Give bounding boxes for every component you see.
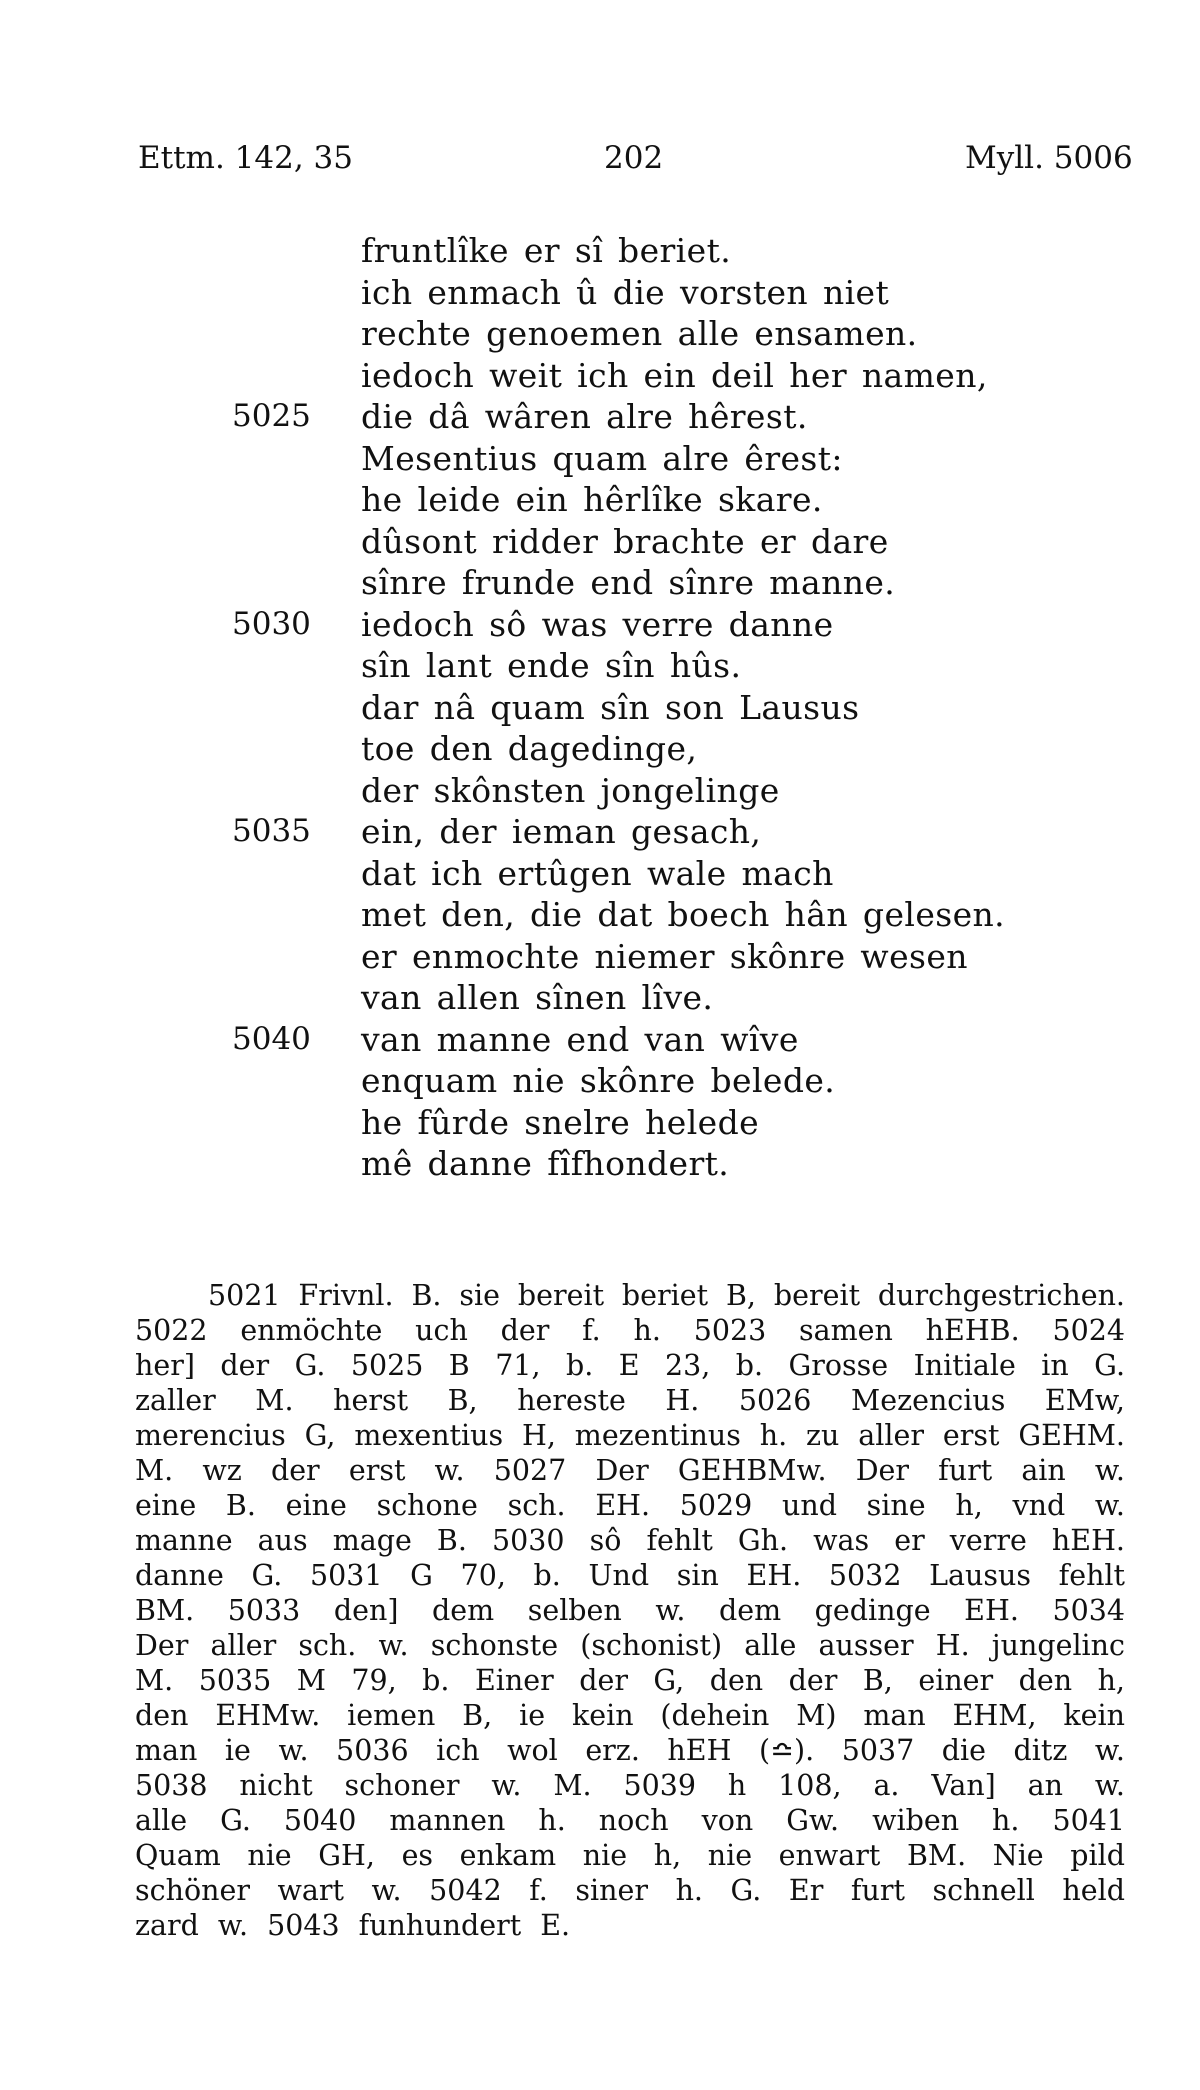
apparatus-line: M. 5035 M 79, b. Einer der G, den der B, einer den h, — [135, 1664, 1125, 1697]
apparatus-line: den EHMw. iemen B, ie kein (dehein M) man EHM, kein — [135, 1699, 1125, 1732]
verse-text: rechte genoemen alle ensamen. — [361, 314, 918, 353]
critical-apparatus — [135, 1278, 1125, 1943]
verse-line — [0, 853, 1200, 895]
verse-text: er enmochte niemer skônre wesen — [361, 936, 968, 976]
verse-text: dar nâ quam sîn son Lausus — [361, 687, 860, 727]
verse-text: Mesentius quam alre êrest: — [361, 438, 843, 478]
apparatus-line: 5022 enmöchte uch der f. h. 5023 samen hEHB. 5024 — [135, 1314, 1125, 1347]
verse-line — [0, 936, 1200, 978]
verse-line — [0, 521, 1200, 563]
verse-text: dat ich ertûgen wale mach — [361, 853, 834, 893]
apparatus-line: M. wz der erst w. 5027 Der GEHBMw. Der furt ain w. — [135, 1454, 1125, 1487]
verse-line — [0, 770, 1200, 812]
apparatus-line: zard w. 5043 funhundert E. — [135, 1909, 571, 1942]
verse-line — [0, 479, 1200, 521]
verse-line — [0, 728, 1200, 770]
verse-number: 5025 — [232, 398, 311, 434]
verse-line — [0, 272, 1200, 314]
verse-text: met den, die dat boech hân gelesen. — [361, 895, 1006, 934]
verse-text: van manne end van wîve — [361, 1019, 799, 1059]
verse-line — [0, 604, 1200, 646]
apparatus-line: her] der G. 5025 B 71, b. E 23, b. Grosse Initiale in G. — [135, 1349, 1125, 1382]
verse-text: ich enmach û die vorsten niet — [361, 272, 890, 312]
apparatus-line: alle G. 5040 mannen h. noch von Gw. wiben h. 5041 — [135, 1804, 1125, 1837]
verse-line — [0, 438, 1200, 480]
verse-line — [0, 313, 1200, 355]
apparatus-line: 5038 nicht schoner w. M. 5039 h 108, a. Van] an w. — [135, 1769, 1125, 1802]
verse-line — [0, 977, 1200, 1019]
verse-text: van allen sînen lîve. — [361, 978, 714, 1017]
verse-number: 5030 — [232, 605, 311, 642]
verse-text: sînre frunde end sînre manne. — [361, 563, 896, 602]
verse-text: sîn lant ende sîn hûs. — [361, 646, 742, 685]
verse-text: die dâ wâren alre hêrest. — [361, 397, 808, 436]
verse-text: iedoch sô was verre danne — [361, 604, 834, 644]
verse-text: der skônsten jongelinge — [361, 770, 780, 810]
verse-line — [0, 355, 1200, 397]
header-right-reference: Myll. 5006 — [965, 140, 1133, 176]
poem-text — [0, 230, 1200, 1185]
verse-line — [0, 1143, 1200, 1185]
apparatus-line: Quam nie GH, es enkam nie h, nie enwart BM. Nie pild — [135, 1839, 1125, 1872]
verse-text: he fûrde snelre helede — [361, 1102, 760, 1142]
verse-text: enquam nie skônre belede. — [361, 1061, 836, 1100]
verse-line — [0, 396, 1200, 438]
verse-line — [0, 1102, 1200, 1144]
apparatus-line: Der aller sch. w. schonste (schonist) alle ausser H. jungelinc — [135, 1629, 1125, 1662]
verse-text: iedoch weit ich ein deil her namen, — [361, 355, 988, 395]
apparatus-line: zaller M. herst B, hereste H. 5026 Mezencius EMw, — [135, 1384, 1125, 1417]
apparatus-line: man ie w. 5036 ich wol erz. hEH (≏). 5037 die ditz w. — [135, 1734, 1125, 1767]
apparatus-line: 5021 Frivnl. B. sie bereit beriet B, bereit durchgestrichen. — [208, 1279, 1125, 1312]
verse-line — [0, 687, 1200, 729]
apparatus-line: merencius G, mexentius H, mezentinus h. zu aller erst GEHM. — [135, 1419, 1125, 1452]
verse-line — [0, 811, 1200, 853]
verse-text: toe den dagedinge, — [361, 729, 698, 768]
verse-line — [0, 1060, 1200, 1102]
verse-text: dûsont ridder brachte er dare — [361, 521, 889, 561]
header-left-reference: Ettm. 142, 35 — [138, 140, 353, 176]
verse-text: mê danne fîfhondert. — [361, 1144, 730, 1183]
verse-line — [0, 645, 1200, 687]
verse-line — [0, 1019, 1200, 1061]
page-number: 202 — [604, 140, 664, 176]
verse-line — [0, 894, 1200, 936]
verse-text: fruntlîke er sî beriet. — [361, 231, 732, 270]
verse-number: 5040 — [232, 1020, 311, 1057]
verse-line — [0, 230, 1200, 272]
apparatus-line: eine B. eine schone sch. EH. 5029 und sine h, vnd w. — [135, 1489, 1125, 1522]
apparatus-line: danne G. 5031 G 70, b. Und sin EH. 5032 Lausus fehlt — [135, 1559, 1125, 1592]
verse-line — [0, 562, 1200, 604]
apparatus-line: schöner wart w. 5042 f. siner h. G. Er furt schnell held — [135, 1874, 1125, 1907]
apparatus-line: BM. 5033 den] dem selben w. dem gedinge EH. 5034 — [135, 1594, 1125, 1627]
verse-number: 5035 — [232, 813, 311, 849]
verse-text: he leide ein hêrlîke skare. — [361, 480, 823, 519]
verse-text: ein, der ieman gesach, — [361, 812, 762, 851]
apparatus-line: manne aus mage B. 5030 sô fehlt Gh. was er verre hEH. — [135, 1524, 1125, 1557]
page-header — [0, 140, 1200, 184]
